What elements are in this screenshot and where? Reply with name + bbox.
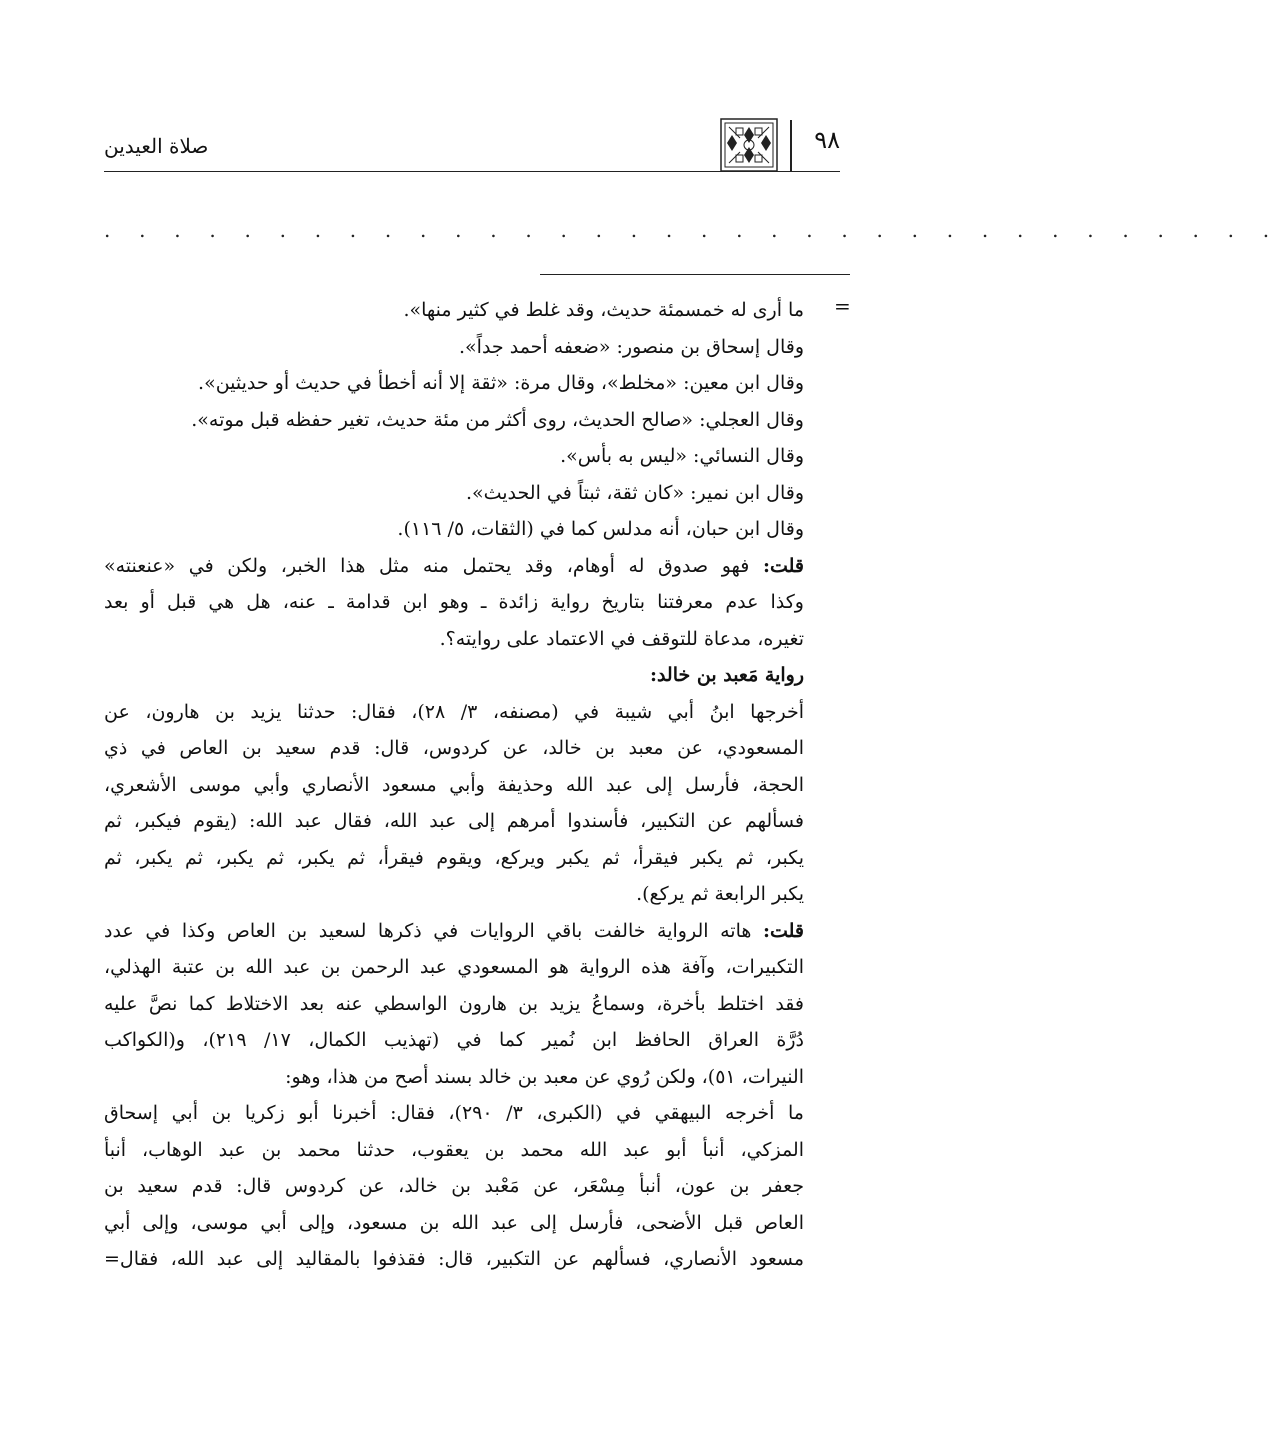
text-line	[104, 365, 804, 402]
line-text: وقال ابن نمير: «كان ثقة، ثبتاً في الحديث».	[465, 481, 804, 504]
text-line	[104, 1059, 804, 1096]
text-line	[104, 986, 804, 1023]
line-text: الحجة، فأرسل إلى عبد الله وحذيفة وأبي مسعود الأنصاري وأبي موسى الأشعري،	[104, 773, 804, 796]
text-line	[104, 1205, 804, 1242]
line-text: المزكي، أنبأ أبو عبد الله محمد بن يعقوب، حدثنا محمد بن عبد الوهاب، أنبأ	[104, 1138, 804, 1161]
text-line	[104, 1095, 804, 1132]
text-line	[104, 949, 804, 986]
text-line	[104, 767, 804, 804]
footnote-body	[104, 292, 804, 1278]
text-line	[104, 730, 804, 767]
line-text: وكذا عدم معرفتنا بتاريخ رواية زائدة ـ وهو ابن قدامة ـ عنه، هل هي قبل أو بعد	[104, 591, 804, 613]
line-text: مسعود الأنصاري، فسألهم عن التكبير، قال: فقذفوا بالمقاليد إلى عبد الله، فقال=	[104, 1248, 804, 1270]
line-text: فسألهم عن التكبير، فأسندوا أمرهم إلى عبد الله، فقال عبد الله: (يقوم فيكبر، ثم	[104, 810, 804, 832]
geometric-ornament-icon	[720, 118, 778, 172]
continuation-mark: =	[834, 294, 851, 318]
text-line	[104, 1168, 804, 1205]
line-text: فهو صدوق له أوهام، وقد يحتمل منه مثل هذا الخبر، ولكن في «عنعنته»	[104, 554, 763, 577]
line-text: هاته الرواية خالفت باقي الروايات في ذكرها لسعيد بن العاص وكذا في عدد	[104, 919, 763, 942]
line-text: وقال العجلي: «صالح الحديث، روى أكثر من مئة حديث، تغير حفظه قبل موته».	[191, 408, 804, 431]
line-text: التكبيرات، وآفة هذه الرواية هو المسعودي عبد الرحمن بن عبد الله بن عتبة الهذلي،	[104, 956, 804, 978]
line-text: ما أرى له خمسمئة حديث، وقد غلط في كثير منها».	[403, 299, 804, 321]
text-line	[104, 438, 804, 475]
text-line	[104, 548, 804, 585]
text-line	[104, 1241, 804, 1278]
line-text: فقد اختلط بأخرة، وسماعُ يزيد بن هارون الواسطي عنه بعد الاختلاط كما نصَّ عليه	[104, 992, 804, 1015]
text-line	[104, 292, 804, 329]
text-line	[104, 840, 804, 877]
line-text: المسعودي، عن معبد بن خالد، عن كردوس، قال: قدم سعيد بن العاص في ذي	[104, 737, 804, 759]
text-line	[104, 657, 804, 694]
line-text: ما أخرجه البيهقي في (الكبرى، ٣/ ٢٩٠)، فقال: أخبرنا أبو زكريا بن أبي إسحاق	[104, 1102, 804, 1124]
footnote-rule	[540, 274, 850, 275]
line-text: تغيره، مدعاة للتوقف في الاعتماد على روايته؟.	[439, 627, 804, 650]
text-line	[104, 913, 804, 950]
text-line	[104, 511, 804, 548]
text-line	[104, 475, 804, 512]
line-text: وقال ابن معين: «مخلط»، وقال مرة: «ثقة إلا أنه أخطأ في حديث أو حديثين».	[198, 372, 804, 394]
bold-lead: قلت:	[762, 919, 804, 942]
line-text: جعفر بن عون، أنبأ مِسْعَر، عن مَعْبد بن خالد، عن كردوس قال: قدم سعيد بن	[104, 1175, 804, 1197]
bold-lead: قلت:	[762, 554, 804, 577]
page-number: ٩٨	[814, 126, 840, 154]
text-line	[104, 402, 804, 439]
text-line	[104, 584, 804, 621]
line-text: أخرجها ابنُ أبي شيبة في (مصنفه، ٣/ ٢٨)، فقال: حدثنا يزيد بن هارون، عن	[104, 700, 804, 723]
text-line	[104, 694, 804, 731]
text-line	[104, 876, 804, 913]
dotted-separator: . . . . . . . . . . . . . . . . . . . . . . . . . . . . . . . . . .	[104, 218, 1280, 242]
book-title: صلاة العيدين	[104, 134, 209, 158]
text-line	[104, 329, 804, 366]
page-header	[104, 112, 840, 172]
text-line	[104, 803, 804, 840]
line-text: يكبر، ثم يكبر فيقرأ، ثم يكبر ويركع، ويقوم فيقرأ، ثم يكبر، ثم يكبر، ثم يكبر، ثم	[104, 846, 804, 869]
line-text: وقال النسائي: «ليس به بأس».	[560, 445, 804, 467]
line-text: وقال إسحاق بن منصور: «ضعفه أحمد جداً».	[459, 335, 804, 358]
line-text: وقال ابن حبان، أنه مدلس كما في (الثقات، ٥/ ١١٦).	[397, 518, 804, 540]
text-line	[104, 1132, 804, 1169]
text-line	[104, 621, 804, 658]
line-text: النيرات، ٥١)، ولكن رُوي عن معبد بن خالد بسند أصح من هذا، وهو:	[285, 1065, 804, 1088]
header-divider	[790, 120, 792, 172]
line-text: دُرَّة العراق الحافظ ابن نُمير كما في (تهذيب الكمال، ١٧/ ٢١٩)، و(الكواكب	[104, 1029, 804, 1051]
header-rule	[104, 171, 840, 172]
text-line	[104, 1022, 804, 1059]
line-text: العاص قبل الأضحى، فأرسل إلى عبد الله بن مسعود، وإلى أبي موسى، وإلى أبي	[104, 1211, 804, 1234]
bold-lead: رواية مَعبد بن خالد:	[649, 664, 804, 686]
line-text: يكبر الرابعة ثم يركع).	[636, 883, 804, 905]
